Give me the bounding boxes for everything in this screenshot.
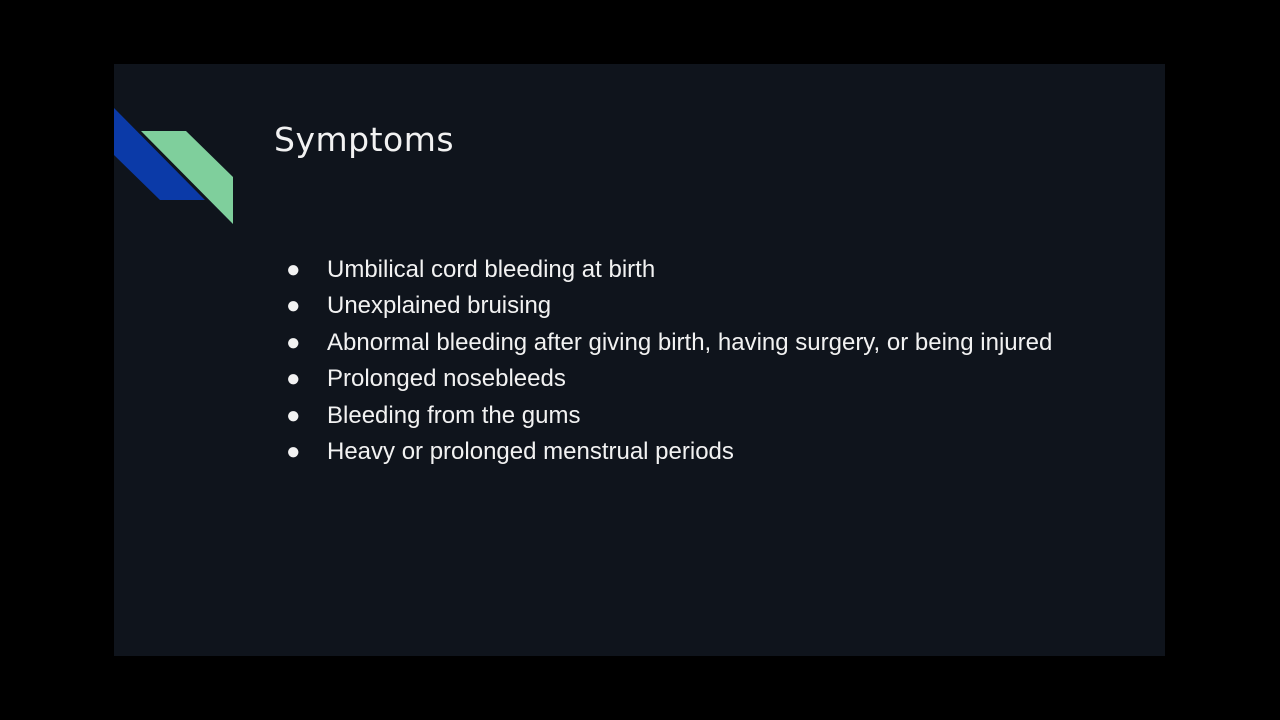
- list-item: ● Heavy or prolonged menstrual periods: [282, 434, 1062, 470]
- list-item: ● Abnormal bleeding after giving birth, having surgery, or being injured: [282, 325, 1062, 361]
- bullet-icon: ●: [286, 401, 301, 429]
- list-item: ● Unexplained bruising: [282, 288, 1062, 324]
- decorative-stripes-logo: [114, 64, 244, 234]
- bullet-icon: ●: [286, 365, 301, 393]
- list-item: ● Umbilical cord bleeding at birth: [282, 252, 1062, 288]
- list-item: ● Prolonged nosebleeds: [282, 361, 1062, 397]
- slide-title: Symptoms: [274, 120, 455, 159]
- slide: [114, 64, 1165, 656]
- symptom-list: [282, 252, 1062, 470]
- bullet-icon: ●: [286, 438, 301, 466]
- bullet-icon: ●: [286, 292, 301, 320]
- list-item: ● Bleeding from the gums: [282, 398, 1062, 434]
- bullet-icon: ●: [286, 256, 301, 283]
- bullet-icon: ●: [286, 328, 301, 356]
